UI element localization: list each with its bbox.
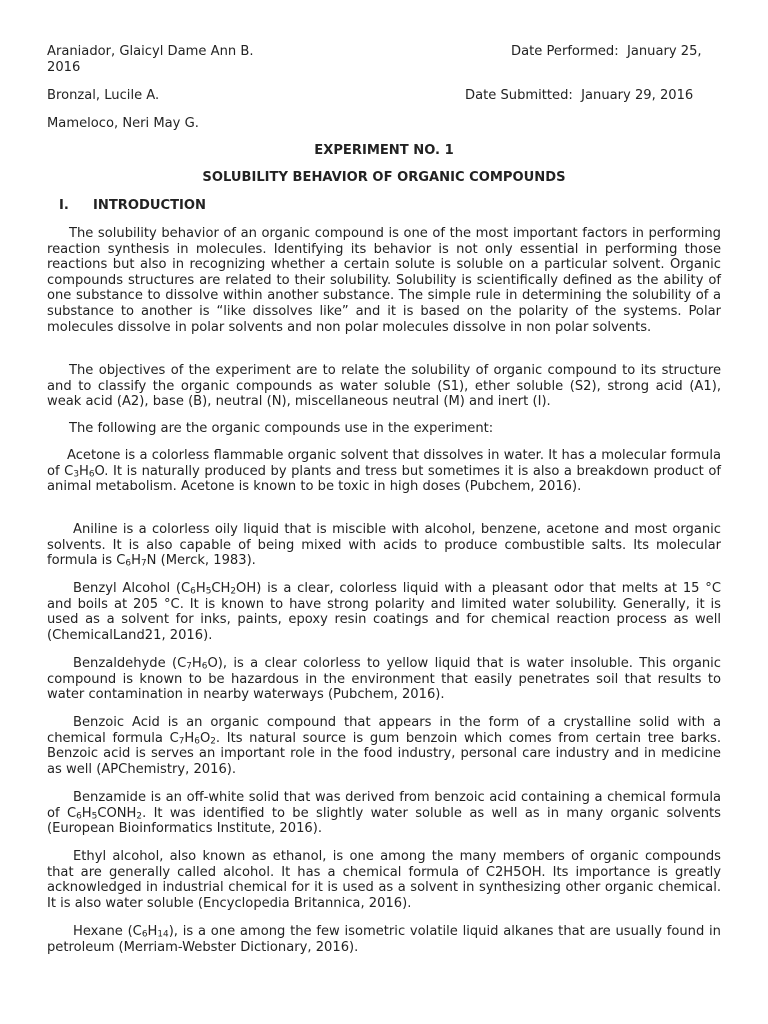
date-performed-label: Date Performed: [511, 44, 619, 59]
section-heading: INTRODUCTION [93, 198, 206, 213]
date-performed-year: 2016 [47, 60, 81, 75]
benzaldehyde-paragraph: Benzaldehyde $(C_7H_6O)$, is a clear colorless to yellow liquid that is water insoluble. This organic compound is known to be hazardous in the environment that easily penetrates soil that results to water contamination in nearby waterways (Pubchem, 2016). [47, 656, 721, 703]
objectives-paragraph: The objectives of the experiment are to relate the solubility of organic compound to its structure and to classify the organic compounds as water soluble (S1), ether soluble (S2), strong acid (A1), weak acid (A2), base (B), neutral (N), miscellaneous neutral (M) and inert (I). [47, 363, 721, 410]
author-2: Bronzal, Lucile A. [47, 88, 160, 103]
author-3: Mameloco, Neri May G. [47, 116, 199, 131]
benzamide-paragraph: Benzamide is an off-white solid that was derived from benzoic acid containing a chemical formula of $C_6H_5CONH_2$. It was identified to be slightly water soluble as well as in many organic solvents (European Bioinformatics Institute, 2016). [47, 790, 721, 837]
experiment-number: EXPERIMENT NO. 1 [314, 143, 454, 158]
date-performed-value: January 25, [626, 44, 702, 59]
section-number: I. [59, 198, 69, 213]
date-submitted-value: January 29, 2016 [581, 88, 694, 103]
acetone-paragraph: Acetone is a colorless flammable organic solvent that dissolves in water. It has a molecular formula of $C_3H_6O$. It is naturally produced by plants and tress but sometimes it is also a breakdown product of animal metabolism. Acetone is known to be toxic in high doses (Pubchem, 2016). [47, 448, 721, 495]
hexane-paragraph: Hexane $(C_6H_{14})$, is a one among the few isometric volatile liquid alkanes that are usually found in petroleum (Merriam-Webster Dictionary, 2016). [47, 924, 721, 955]
date-performed [511, 44, 702, 60]
experiment-title: SOLUBILITY BEHAVIOR OF ORGANIC COMPOUNDS [202, 170, 566, 185]
intro-paragraph: The solubility behavior of an organic compound is one of the most important factors in performing reaction synthesis in molecules. Identifying its behavior is not only essential in performing those reactions but also in recognizing whether a certain solute is soluble on a particular solvent. Organic compounds structures are related to their solubility. Solubility is scientifically defined as the ability of one substance to dissolve within another substance. The simple rule in determining the solubility of a substance to another is “like dissolves like” and it is based on the polarity of the systems. Polar molecules dissolve in polar solvents and non polar molecules dissolve in non polar solvents. [47, 226, 721, 335]
date-submitted [465, 88, 693, 104]
date-submitted-label: Date Submitted: [465, 88, 573, 103]
aniline-paragraph: Aniline is a colorless oily liquid that is miscible with alcohol, benzene, acetone and most organic solvents. It is also capable of being mixed with acids to produce combustible salts. Its molecular formula is $C_6H_7N$ (Merck, 1983). [47, 522, 721, 569]
benzyl-alcohol-paragraph: Benzyl Alcohol $(C_6H_5CH_2OH)$ is a clear, colorless liquid with a pleasant odor that melts at 15 °C and boils at 205 °C. It is known to have strong polarity and limited water solubility. Generally, it is used as a solvent for inks, paints, epoxy resin coatings and for chemical reaction process as well (ChemicalLand21, 2016). [47, 581, 721, 643]
compounds-lead-in: The following are the organic compounds use in the experiment: [69, 421, 494, 436]
benzoic-acid-paragraph: Benzoic Acid is an organic compound that appears in the form of a crystalline solid with a chemical formula $C_7H_6O_2$. Its natural source is gum benzoin which comes from certain tree barks. Benzoic acid is serves an important role in the food industry, personal care industry and in medicine as well (APChemistry, 2016). [47, 715, 721, 777]
author-1: Araniador, Glaicyl Dame Ann B. [47, 44, 254, 59]
ethyl-alcohol-paragraph: Ethyl alcohol, also known as ethanol, is one among the many members of organic compounds that are generally called alcohol. It has a chemical formula of C2H5OH. Its importance is greatly acknowledged in industrial chemical for it is used as a solvent in synthesizing other organic chemical. It is also water soluble (Encyclopedia Britannica, 2016). [47, 849, 721, 911]
